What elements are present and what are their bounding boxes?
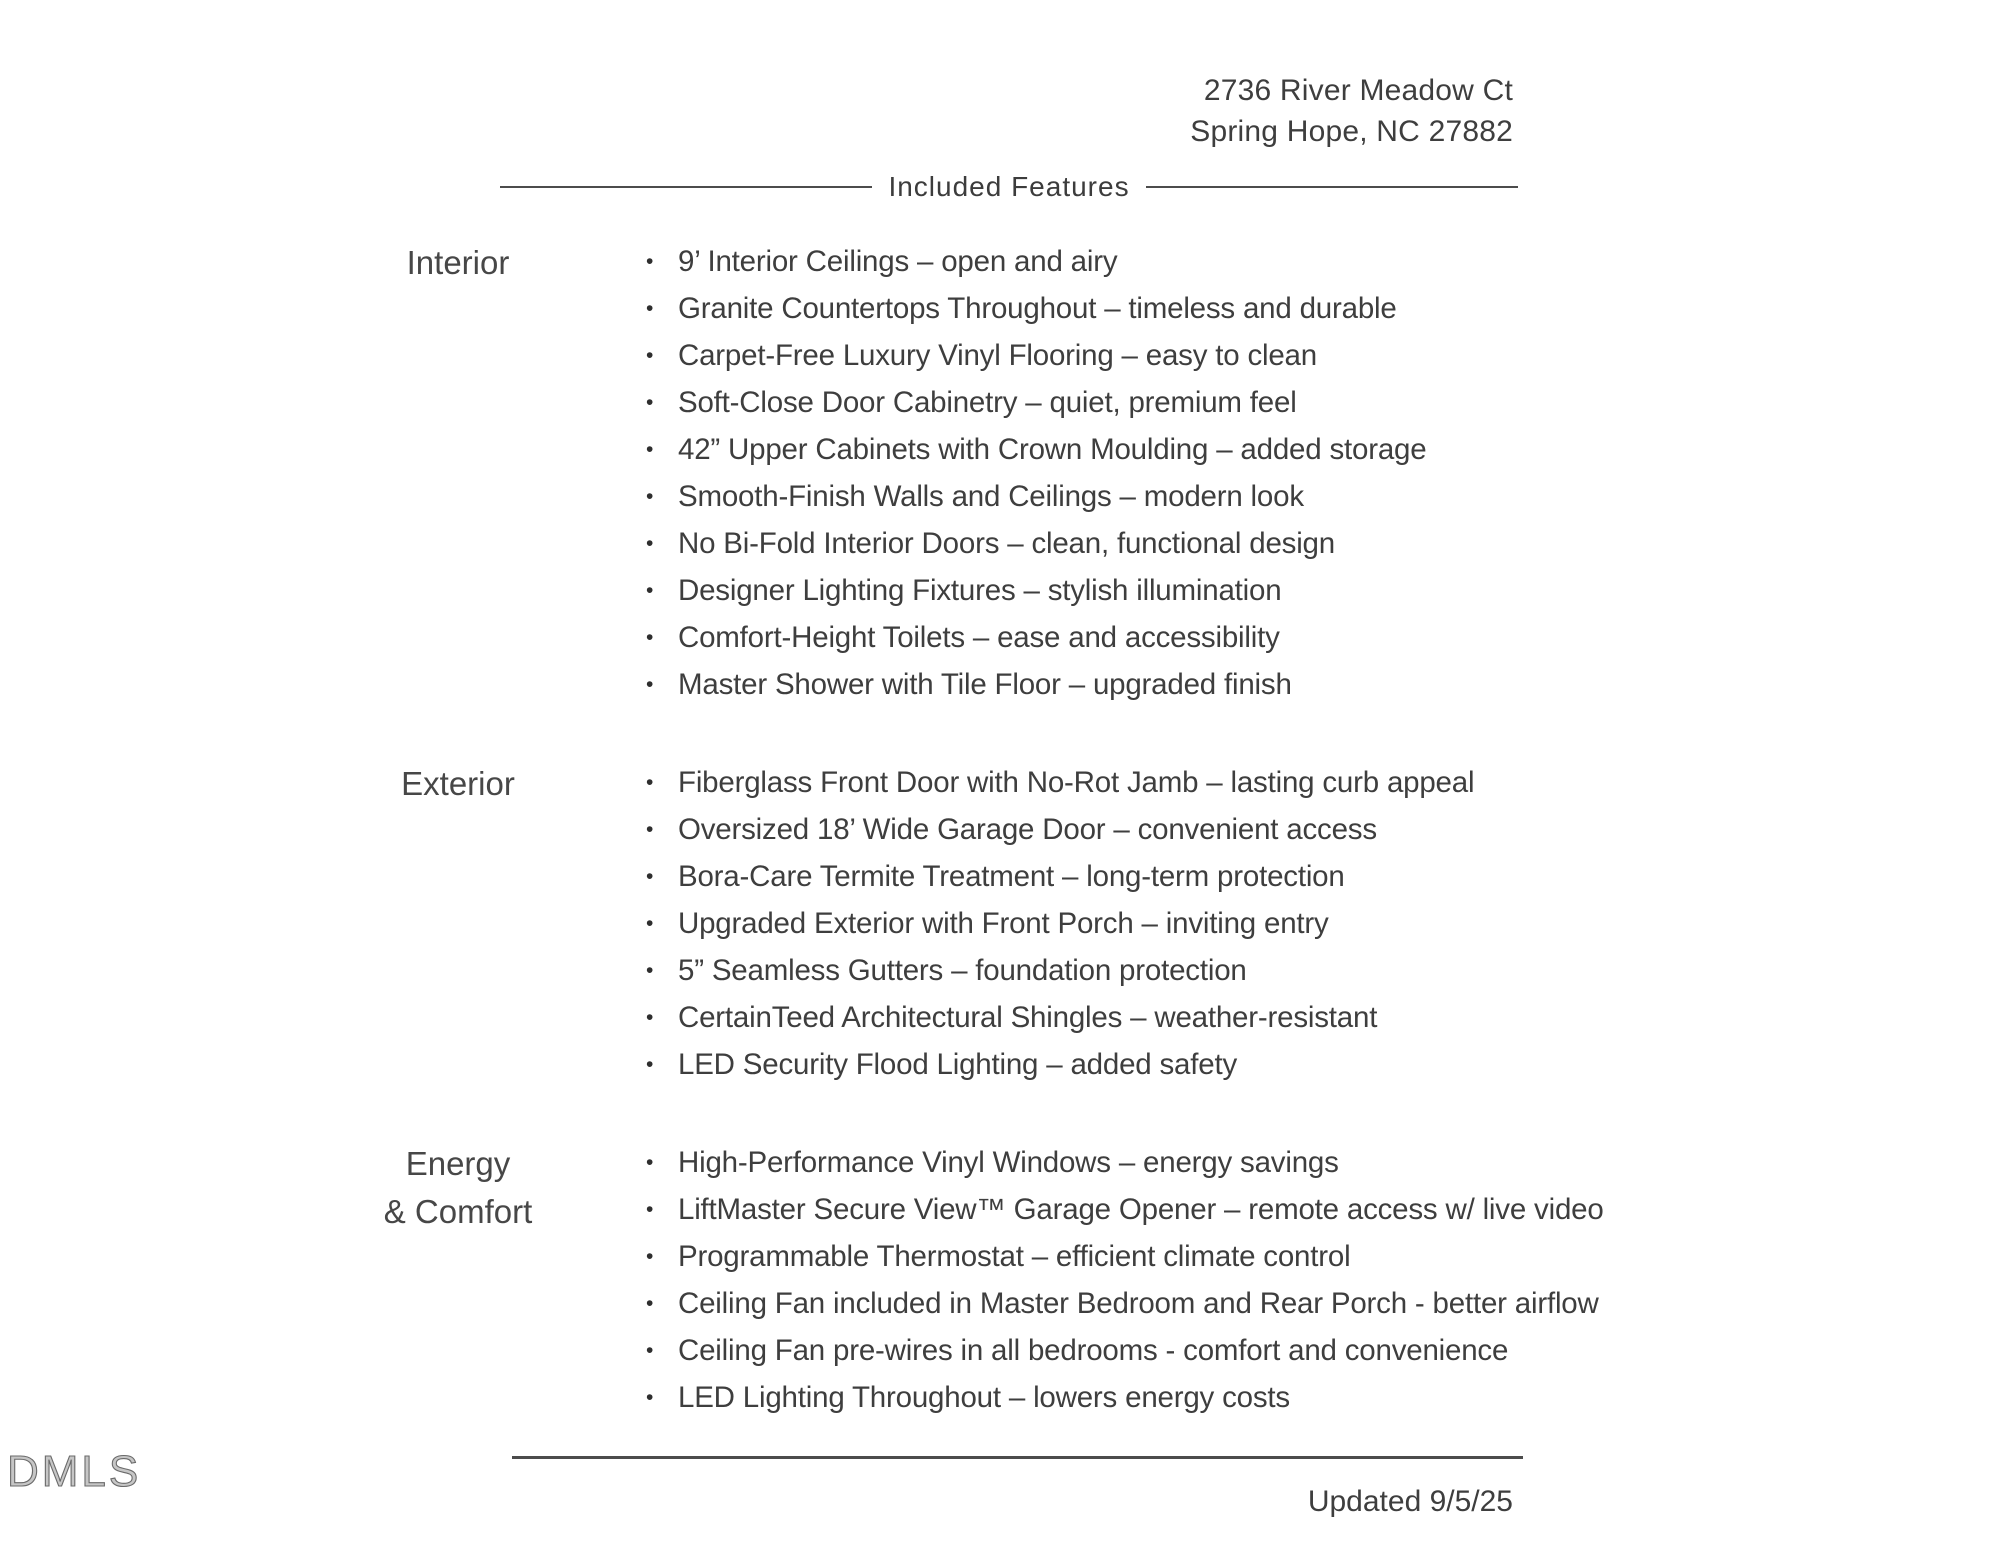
feature-text: 42” Upper Cabinets with Crown Moulding – added storage (678, 433, 1427, 466)
bullet-icon: • (646, 959, 654, 982)
feature-text: Designer Lighting Fixtures – stylish illumination (678, 574, 1282, 607)
bullet-icon: • (646, 579, 654, 602)
feature-item (640, 426, 1980, 473)
feature-item (640, 1374, 1980, 1421)
feature-item (640, 1233, 1980, 1280)
feature-text: LED Lighting Throughout – lowers energy costs (678, 1381, 1290, 1414)
feature-item (640, 759, 1980, 806)
feature-text: Smooth-Finish Walls and Ceilings – modern look (678, 480, 1304, 513)
feature-item (640, 853, 1980, 900)
section-label-exterior (258, 760, 658, 808)
feature-item (640, 900, 1980, 947)
feature-text: Ceiling Fan pre-wires in all bedrooms - comfort and convenience (678, 1334, 1509, 1367)
feature-list-energy-comfort (640, 1139, 1980, 1421)
feature-text: 5” Seamless Gutters – foundation protection (678, 954, 1247, 987)
address-street: 2736 River Meadow Ct (1203, 74, 1513, 107)
bullet-icon: • (646, 250, 654, 273)
feature-item (640, 1186, 1980, 1233)
feature-item (640, 1327, 1980, 1374)
feature-item (640, 379, 1980, 426)
feature-item (640, 1041, 1980, 1088)
address-city-state-zip: Spring Hope, NC 27882 (1190, 115, 1513, 148)
feature-item (640, 994, 1980, 1041)
feature-text: Master Shower with Tile Floor – upgraded finish (678, 668, 1292, 701)
section-label-line: Interior (406, 244, 510, 281)
feature-text: Programmable Thermostat – efficient climate control (678, 1240, 1351, 1273)
feature-text: LED Security Flood Lighting – added safety (678, 1048, 1237, 1081)
feature-text: Upgraded Exterior with Front Porch – inviting entry (678, 907, 1329, 940)
bullet-icon: • (646, 438, 654, 461)
footer-rule (512, 1456, 1523, 1459)
bullet-icon: • (646, 1386, 654, 1409)
feature-text: Ceiling Fan included in Master Bedroom and Rear Porch - better airflow (678, 1287, 1599, 1320)
feature-text: Granite Countertops Throughout – timeless and durable (678, 292, 1397, 325)
bullet-icon: • (646, 1151, 654, 1174)
updated-date: Updated 9/5/25 (1307, 1485, 1513, 1518)
feature-item (640, 332, 1980, 379)
heading-rule-left (500, 186, 872, 189)
feature-text: No Bi-Fold Interior Doors – clean, functional design (678, 527, 1335, 560)
bullet-icon: • (646, 1198, 654, 1221)
feature-item (640, 473, 1980, 520)
section-label-line: & Comfort (383, 1193, 533, 1230)
dmls-watermark: DMLS (7, 1447, 142, 1496)
feature-item (640, 614, 1980, 661)
bullet-icon: • (646, 1292, 654, 1315)
feature-item (640, 520, 1980, 567)
bullet-icon: • (646, 673, 654, 696)
bullet-icon: • (646, 1245, 654, 1268)
feature-item (640, 567, 1980, 614)
bullet-icon: • (646, 344, 654, 367)
feature-text: Comfort-Height Toilets – ease and accessibility (678, 621, 1280, 654)
feature-text: LiftMaster Secure View™ Garage Opener – remote access w/ live video (678, 1193, 1604, 1226)
bullet-icon: • (646, 865, 654, 888)
section-label-interior (258, 239, 658, 287)
bullet-icon: • (646, 626, 654, 649)
feature-list-interior (640, 238, 1980, 708)
feature-item (640, 238, 1980, 285)
feature-item (640, 1139, 1980, 1186)
feature-text: 9’ Interior Ceilings – open and airy (678, 245, 1118, 278)
heading-rule-right (1146, 186, 1518, 189)
bullet-icon: • (646, 532, 654, 555)
bullet-icon: • (646, 818, 654, 841)
feature-item (640, 285, 1980, 332)
feature-item (640, 947, 1980, 994)
page-title: Included Features (888, 171, 1130, 202)
feature-item (640, 661, 1980, 708)
feature-text: Soft-Close Door Cabinetry – quiet, premium feel (678, 386, 1297, 419)
bullet-icon: • (646, 297, 654, 320)
property-address (1190, 70, 1513, 152)
feature-list-exterior (640, 759, 1980, 1088)
section-label-energy-comfort (258, 1140, 658, 1236)
feature-text: Bora-Care Termite Treatment – long-term protection (678, 860, 1345, 893)
bullet-icon: • (646, 1053, 654, 1076)
feature-text: Oversized 18’ Wide Garage Door – convenient access (678, 813, 1377, 846)
section-label-line: Exterior (401, 765, 515, 802)
bullet-icon: • (646, 771, 654, 794)
bullet-icon: • (646, 485, 654, 508)
feature-item (640, 806, 1980, 853)
section-label-line: Energy (405, 1145, 511, 1182)
bullet-icon: • (646, 1339, 654, 1362)
bullet-icon: • (646, 912, 654, 935)
feature-text: CertainTeed Architectural Shingles – weather-resistant (678, 1001, 1378, 1034)
feature-text: High-Performance Vinyl Windows – energy savings (678, 1146, 1339, 1179)
bullet-icon: • (646, 1006, 654, 1029)
feature-text: Fiberglass Front Door with No-Rot Jamb – lasting curb appeal (678, 766, 1475, 799)
feature-item (640, 1280, 1980, 1327)
bullet-icon: • (646, 391, 654, 414)
included-features-heading (500, 171, 1518, 203)
feature-text: Carpet-Free Luxury Vinyl Flooring – easy to clean (678, 339, 1317, 372)
